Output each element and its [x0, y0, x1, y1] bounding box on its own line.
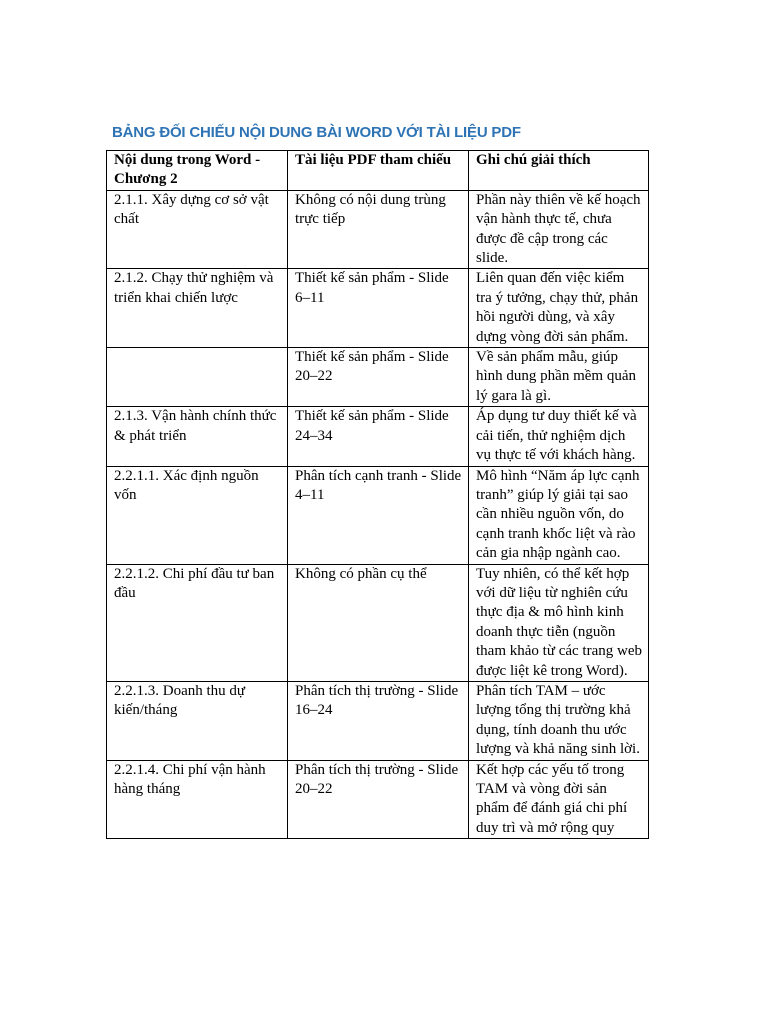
- table-row: [107, 407, 649, 466]
- header-notes: Ghi chú giải thích: [469, 151, 649, 191]
- cell-word-content: 2.1.1. Xây dựng cơ sở vật chất: [107, 190, 288, 269]
- cell-notes: Áp dụng tư duy thiết kế và cải tiến, thử nghiệm dịch vụ thực tế với khách hàng.: [469, 407, 649, 466]
- cell-pdf-reference: Phân tích cạnh tranh - Slide 4–11: [288, 466, 469, 564]
- cell-pdf-reference: Thiết kế sản phẩm - Slide 20–22: [288, 348, 469, 407]
- cell-word-content: 2.1.2. Chạy thử nghiệm và triển khai chiến lược: [107, 269, 288, 348]
- comparison-table: [106, 150, 649, 839]
- header-pdf-reference: Tài liệu PDF tham chiếu: [288, 151, 469, 191]
- cell-word-content: 2.2.1.3. Doanh thu dự kiến/tháng: [107, 681, 288, 760]
- cell-pdf-reference: Thiết kế sản phẩm - Slide 24–34: [288, 407, 469, 466]
- cell-word-content: 2.2.1.2. Chi phí đầu tư ban đầu: [107, 564, 288, 681]
- table-row: [107, 681, 649, 760]
- cell-word-content: 2.1.3. Vận hành chính thức & phát triển: [107, 407, 288, 466]
- cell-pdf-reference: Không có nội dung trùng trực tiếp: [288, 190, 469, 269]
- cell-word-content: 2.2.1.4. Chi phí vận hành hàng tháng: [107, 760, 288, 839]
- cell-notes: Liên quan đến việc kiểm tra ý tưởng, chạy thử, phản hồi người dùng, và xây dựng vòng đời sản phẩm.: [469, 269, 649, 348]
- table-header-row: [107, 151, 649, 191]
- cell-notes: Về sản phẩm mẫu, giúp hình dung phần mềm quản lý gara là gì.: [469, 348, 649, 407]
- cell-pdf-reference: Thiết kế sản phẩm - Slide 6–11: [288, 269, 469, 348]
- table-row: [107, 348, 649, 407]
- cell-notes: Kết hợp các yếu tố trong TAM và vòng đời sản phẩm để đánh giá chi phí duy trì và mở rộng quy: [469, 760, 649, 839]
- cell-pdf-reference: Phân tích thị trường - Slide 20–22: [288, 760, 469, 839]
- header-word-content: Nội dung trong Word - Chương 2: [107, 151, 288, 191]
- table-row: [107, 190, 649, 269]
- table-row: [107, 269, 649, 348]
- table-row: [107, 466, 649, 564]
- cell-notes: Mô hình “Năm áp lực cạnh tranh” giúp lý giải tại sao cần nhiều nguồn vốn, do cạnh tranh khốc liệt và rào cản gia nhập ngành cao.: [469, 466, 649, 564]
- cell-notes: Phân tích TAM – ước lượng tổng thị trường khả dụng, tính doanh thu ước lượng và khả năng sinh lời.: [469, 681, 649, 760]
- cell-pdf-reference: Phân tích thị trường - Slide 16–24: [288, 681, 469, 760]
- table-row: [107, 564, 649, 681]
- table-row: [107, 760, 649, 839]
- cell-notes: Tuy nhiên, có thể kết hợp với dữ liệu từ nghiên cứu thực địa & mô hình kinh doanh thực tiễn (nguồn tham khảo từ các trang web được liệt kê trong Word).: [469, 564, 649, 681]
- document-heading: BẢNG ĐỐI CHIẾU NỘI DUNG BÀI WORD VỚI TÀI LIỆU PDF: [112, 124, 521, 141]
- cell-word-content: 2.2.1.1. Xác định nguồn vốn: [107, 466, 288, 564]
- cell-word-content: [107, 348, 288, 407]
- cell-notes: Phần này thiên về kế hoạch vận hành thực tế, chưa được đề cập trong các slide.: [469, 190, 649, 269]
- cell-pdf-reference: Không có phần cụ thể: [288, 564, 469, 681]
